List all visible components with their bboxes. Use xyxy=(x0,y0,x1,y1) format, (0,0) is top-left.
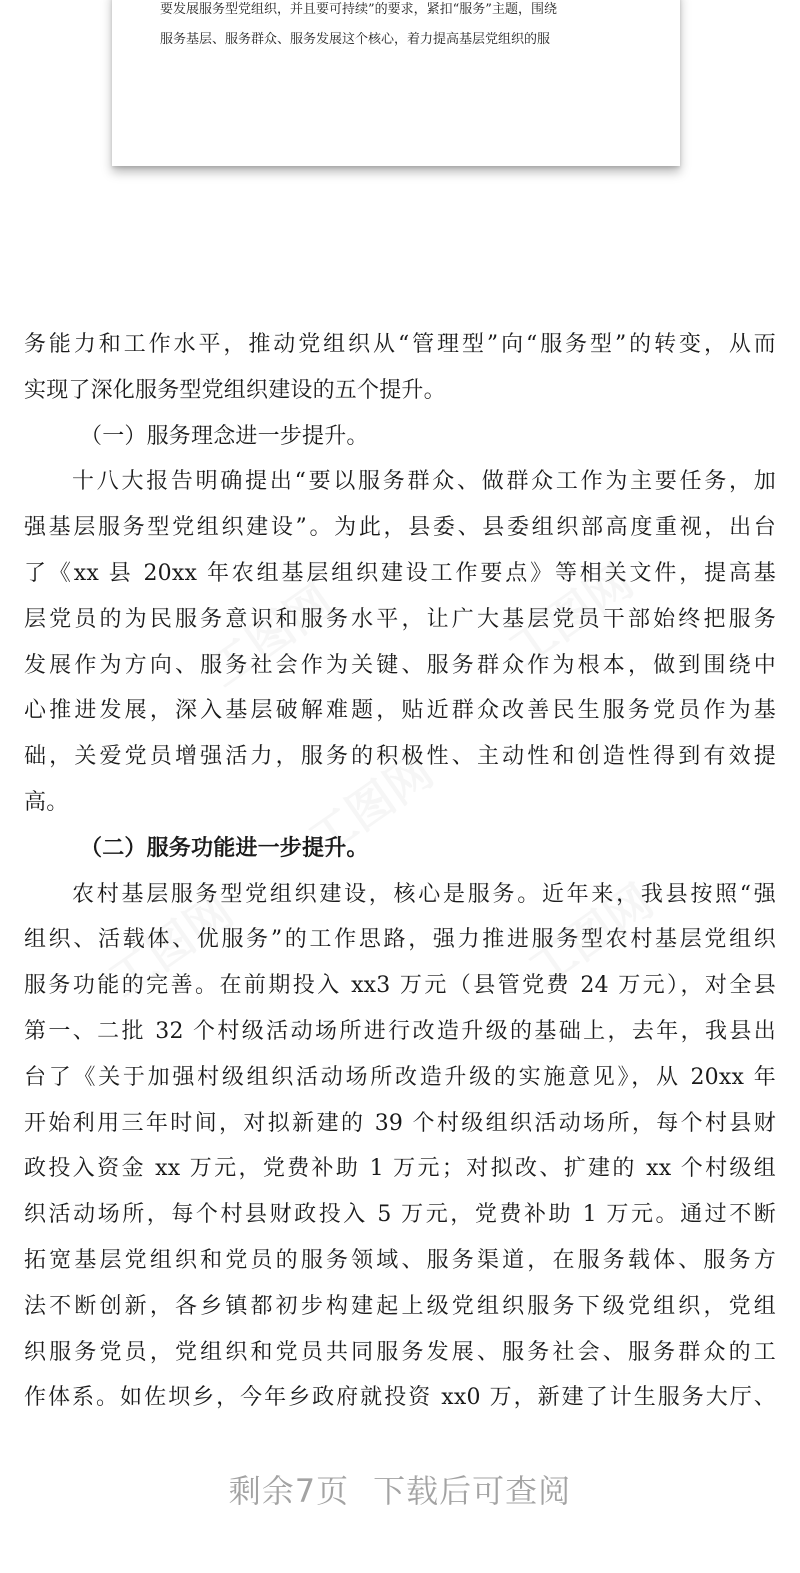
paragraph-line: 法不断创新，各乡镇都初步构建起上级党组织服务下级党组织，党组 xyxy=(24,1293,776,1319)
preview-line: 要发展服务型党组织，并且要可持续”的要求，紧扣“服务”主题，围绕 xyxy=(160,2,557,17)
watermark-logo: 工图网 xyxy=(198,573,343,698)
preview-line: 服务基层、服务群众、服务发展这个核心，着力提高基层党组织的服 xyxy=(160,32,551,47)
paragraph-line: 发展作为方向、服务社会作为关键、服务群众作为根本，做到围绕中 xyxy=(24,652,776,678)
section-heading: （一）服务理念进一步提升。 xyxy=(80,423,369,449)
paragraph-line: 第一、二批 32 个村级活动场所进行改造升级的基础上，去年，我县出 xyxy=(24,1018,776,1044)
watermark-logo: 工图网 xyxy=(98,883,243,1008)
document-body xyxy=(24,322,776,1421)
paragraph-line: 十八大报告明确提出“要以服务群众、做群众工作为主要任务，加 xyxy=(72,469,776,495)
paragraph-line: 作体系。如佐坝乡，今年乡政府就投资 xx0 万，新建了计生服务大厅、 xyxy=(24,1385,776,1411)
paragraph-line: 务能力和工作水平，推动党组织从“管理型”向“服务型”的转变，从而 xyxy=(24,332,776,357)
watermark-logo: 工图网 xyxy=(518,873,663,998)
paragraph-line: 层党员的为民服务意识和服务水平，让广大基层党员干部始终把服务 xyxy=(24,606,776,632)
watermark-logo: 工图网 xyxy=(498,553,643,678)
document-preview-card xyxy=(112,0,680,166)
paragraph-line: 台了《关于加强村级组织活动场所改造升级的实施意见》，从 20xx 年 xyxy=(24,1064,776,1090)
section-heading: （二）服务功能进一步提升。 xyxy=(80,834,369,861)
paragraph-line: 织活动场所，每个村县财政投入 5 万元，党费补助 1 万元。通过不断 xyxy=(24,1202,776,1228)
watermark-logo: 工图网 xyxy=(298,743,443,868)
paragraph-line: 拓宽基层党组织和党员的服务领域、服务渠道，在服务载体、服务方 xyxy=(24,1247,776,1273)
download-prompt[interactable] xyxy=(0,1466,800,1512)
paragraph-line: 组织、活载体、优服务”的工作思路，强力推进服务型农村基层党组织 xyxy=(24,927,776,953)
paragraph-line: 础，关爱党员增强活力，服务的积极性、主动性和创造性得到有效提 xyxy=(24,744,776,770)
paragraph-line: 政投入资金 xx 万元，党费补助 1 万元；对拟改、扩建的 xx 个村级组 xyxy=(24,1156,776,1182)
paragraph-line: 了《xx 县 20xx 年农组基层组织建设工作要点》等相关文件，提高基 xyxy=(24,560,776,586)
paragraph-line: 强基层服务型党组织建设”。为此，县委、县委组织部高度重视，出台 xyxy=(24,515,776,541)
remaining-pages-label: 剩余7页 xyxy=(228,1472,350,1510)
paragraph-line: 服务功能的完善。在前期投入 xx3 万元（县管党费 24 万元），对全县 xyxy=(24,973,776,999)
paragraph-line: 高。 xyxy=(24,789,69,815)
paragraph-line: 织服务党员，党组织和党员共同服务发展、服务社会、服务群众的工 xyxy=(24,1339,776,1365)
paragraph-line: 农村基层服务型党组织建设，核心是服务。近年来，我县按照“强 xyxy=(72,881,776,907)
paragraph-line: 心推进发展，深入基层破解难题，贴近群众改善民生服务党员作为基 xyxy=(24,698,776,724)
paragraph-line: 实现了深化服务型党组织建设的五个提升。 xyxy=(24,377,446,403)
download-to-view-label[interactable]: 下载后可查阅 xyxy=(373,1472,572,1510)
paragraph-line: 开始利用三年时间，对拟新建的 39 个村级组织活动场所，每个村县财 xyxy=(24,1110,776,1136)
